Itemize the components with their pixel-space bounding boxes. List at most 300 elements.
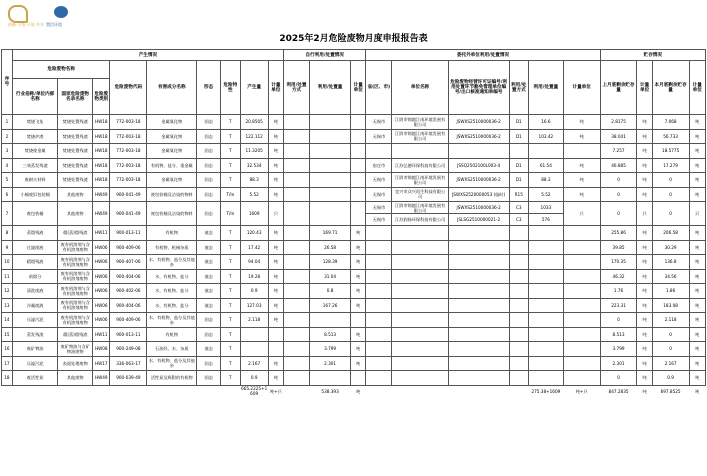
cell-category: HW18 xyxy=(93,144,110,159)
cell-last_unit: 吨 xyxy=(637,226,652,241)
table-row xyxy=(2,158,706,173)
cell-out_method xyxy=(509,371,529,386)
cell-out_method: C3 xyxy=(509,214,529,226)
cell-self_method xyxy=(283,115,309,130)
cell-component: 水、有机物、盐分及其他杂 xyxy=(147,313,197,328)
cell-out_unit xyxy=(563,356,600,371)
cell-self_unit xyxy=(351,144,366,159)
cell-output: 0.9 xyxy=(240,371,268,386)
cell-out_unit xyxy=(563,255,600,270)
cell-category: HW18 xyxy=(93,129,110,144)
cell-out_amount: 5.52 xyxy=(529,187,564,202)
cell-unit: 吨 xyxy=(268,187,283,202)
cell-unit: 吨 xyxy=(268,240,283,255)
cell-component: 水、有机物、盐分及其他杂 xyxy=(147,255,197,270)
cell-unit xyxy=(268,342,283,357)
cell-output: 19.28 xyxy=(240,269,268,284)
cell-out_amount xyxy=(529,356,564,371)
cell-org xyxy=(392,298,448,313)
cell-output: 127.03 xyxy=(240,298,268,313)
cell-code: 900-409-06 xyxy=(110,313,147,328)
cell-output: 120.43 xyxy=(240,226,268,241)
cell-property: T xyxy=(221,371,241,386)
cell-industry: 过滤废液 xyxy=(12,240,58,255)
cell-component: 水、有机物、盐分 xyxy=(147,269,197,284)
cell-code: 772-003-18 xyxy=(110,173,147,188)
cell-out_method xyxy=(509,240,529,255)
cell-this_unit: 吨 xyxy=(689,371,705,386)
total-19: 847.2835 xyxy=(608,388,629,394)
cell-output: 11.3205 xyxy=(240,144,268,159)
cell-code: 336-063-17 xyxy=(110,356,147,371)
cell-property: T xyxy=(221,173,241,188)
cell-out_method xyxy=(509,327,529,342)
cell-region: 无锡市 xyxy=(366,115,392,130)
cell-industry: 三效蒸发残渣 xyxy=(12,158,58,173)
cell-this_unit: 吨 xyxy=(689,226,705,241)
cell-form: 液态 xyxy=(197,240,221,255)
cell-this_unit: 吨 xyxy=(689,269,705,284)
table-row xyxy=(2,313,706,328)
cell-industry: 小桶废旧包装桶 xyxy=(12,187,58,202)
cell-this_stock: 0.9 xyxy=(652,371,689,386)
cell-out_unit xyxy=(563,327,600,342)
cell-region: 无锡市 xyxy=(366,202,392,214)
cell-self_amount xyxy=(309,371,350,386)
cell-org: 江阴市锦越江南环境发展有限公司 xyxy=(392,129,448,144)
cell-region: 无锡市 xyxy=(366,187,392,202)
cell-unit: 吨 xyxy=(268,371,283,386)
cell-this_unit: 吨 xyxy=(689,187,705,202)
cell-last_unit: 吨 xyxy=(637,240,652,255)
cell-permit: JSWXS2510000036-2 xyxy=(448,129,509,144)
cell-permit xyxy=(448,313,509,328)
cell-permit: JSLSG2510000021-2 xyxy=(448,214,509,226)
cell-this_stock: 2.118 xyxy=(652,313,689,328)
cell-out_amount: 1033 xyxy=(529,202,564,214)
cell-self_unit xyxy=(351,202,366,226)
cell-this_unit: 吨 xyxy=(689,327,705,342)
cell-last_unit: 吨 xyxy=(637,115,652,130)
cell-unit: 吨 xyxy=(268,173,283,188)
cell-unit: 吨 xyxy=(268,129,283,144)
col-out-unit: 计量单位 xyxy=(563,61,600,115)
cell-self_amount xyxy=(309,173,350,188)
cell-output: 88.3 xyxy=(240,173,268,188)
cell-no: 8 xyxy=(2,226,13,241)
cell-form: 固态 xyxy=(197,371,221,386)
cell-industry: 焚烧飞灰 xyxy=(12,115,58,130)
cell-category: HW08 xyxy=(93,342,110,357)
cell-output: 122.112 xyxy=(240,129,268,144)
cell-region xyxy=(366,240,392,255)
cell-output: 2.118 xyxy=(240,313,268,328)
cell-out_unit xyxy=(563,313,600,328)
cell-out_unit: 吨 xyxy=(563,129,600,144)
cell-permit: JSSQ2502100L003-4 xyxy=(448,158,509,173)
cell-self_amount xyxy=(309,115,350,130)
cell-last_unit: 吨 xyxy=(637,371,652,386)
cell-this_stock: 0 xyxy=(652,202,689,226)
cell-national: 其他废物 xyxy=(58,202,93,226)
table-row xyxy=(2,269,706,284)
cell-last_stock: 0 xyxy=(600,173,637,188)
cell-last_unit: 吨 xyxy=(637,284,652,299)
cell-self_method xyxy=(283,240,309,255)
cell-national: 废有机溶剂与含有机溶剂废物 xyxy=(58,313,93,328)
total-empty xyxy=(58,385,93,397)
cell-last_unit: 只 xyxy=(637,202,652,226)
cell-this_unit: 吨 xyxy=(689,158,705,173)
cell-no: 7 xyxy=(2,202,13,226)
cell-last_stock: 3.799 xyxy=(600,342,637,357)
cell-region xyxy=(366,255,392,270)
cell-self_unit xyxy=(351,187,366,202)
cell-code: 900-039-49 xyxy=(110,371,147,386)
cell-national: 废有机溶剂与含有机溶剂废物 xyxy=(58,269,93,284)
cell-last_stock: 46.885 xyxy=(600,158,637,173)
col-property: 危险特性 xyxy=(221,61,241,115)
cell-no: 5 xyxy=(2,173,13,188)
cell-region: 宿迁市 xyxy=(366,158,392,173)
col-category: 危险废物类别 xyxy=(93,79,110,115)
cell-this_stock: 17.279 xyxy=(652,158,689,173)
cell-code: 900-013-11 xyxy=(110,327,147,342)
cell-component: 金属氧化物 xyxy=(147,115,197,130)
cell-region xyxy=(366,269,392,284)
cell-this_unit: 吨 xyxy=(689,115,705,130)
cell-national: 焚烧处置残渣 xyxy=(58,173,93,188)
cell-org: 宜兴市众兴再生科技有限公司 xyxy=(392,187,448,202)
cell-industry: 冷凝废液 xyxy=(12,298,58,313)
total-empty xyxy=(93,385,110,397)
cell-permit xyxy=(448,356,509,371)
cell-no: 15 xyxy=(2,327,13,342)
cell-last_stock: 2.8175 xyxy=(600,115,637,130)
cell-last_stock: 38.041 xyxy=(600,129,637,144)
cell-org xyxy=(392,327,448,342)
cell-org xyxy=(392,240,448,255)
cell-out_unit: 吨 xyxy=(563,115,600,130)
cell-output: 32.534 xyxy=(240,158,268,173)
cell-industry: 焚烧炉渣 xyxy=(12,129,58,144)
cell-this_stock: 18.5775 xyxy=(652,144,689,159)
cell-last_stock: 223.31 xyxy=(600,298,637,313)
cell-self_method xyxy=(283,342,309,357)
cell-component: 废包装桶及沾染的物料 xyxy=(147,202,197,226)
cell-permit xyxy=(448,327,509,342)
cell-unit: 吨 xyxy=(268,298,283,313)
total-18: 吨+只 xyxy=(575,388,588,394)
cell-this_unit: 吨 xyxy=(689,173,705,188)
cell-last_stock: 8.513 xyxy=(600,327,637,342)
cell-property: T xyxy=(221,144,241,159)
cell-self_amount: 26.58 xyxy=(309,240,350,255)
cell-output: 5.52 xyxy=(240,187,268,202)
cell-category: HW06 xyxy=(93,298,110,313)
cell-self_unit: 吨 xyxy=(351,269,366,284)
cell-self_amount xyxy=(309,202,350,226)
col-unit: 计量单位 xyxy=(268,61,283,115)
total-empty xyxy=(283,385,309,397)
cell-code: 772-003-18 xyxy=(110,158,147,173)
total-12: 吨 xyxy=(356,388,361,394)
cell-permit xyxy=(448,342,509,357)
cell-self_amount xyxy=(309,129,350,144)
group-produce: 产生情况 xyxy=(12,50,283,61)
cell-component: 有机物 xyxy=(147,226,197,241)
cell-out_method: C3 xyxy=(509,202,529,214)
cell-out_amount: 103.42 xyxy=(529,129,564,144)
cell-no: 17 xyxy=(2,356,13,371)
cell-property: T xyxy=(221,226,241,241)
cell-property: T xyxy=(221,255,241,270)
cell-no: 4 xyxy=(2,158,13,173)
col-waste-name: 危险废物名称 xyxy=(12,61,110,79)
cell-self_method xyxy=(283,298,309,313)
cell-last_unit: 吨 xyxy=(637,356,652,371)
cell-org: 江阴市锦越江南环境发展有限公司 xyxy=(392,115,448,130)
cell-category: HW18 xyxy=(93,158,110,173)
cell-out_unit xyxy=(563,144,600,159)
cell-this_unit: 吨 xyxy=(689,144,705,159)
cell-last_unit: 吨 xyxy=(637,327,652,342)
cell-code: 900-249-08 xyxy=(110,342,147,357)
total-empty xyxy=(509,385,529,397)
cell-this_stock: 0 xyxy=(652,342,689,357)
cell-form: 固态 xyxy=(197,115,221,130)
cell-no: 10 xyxy=(2,255,13,270)
cell-unit: 吨 xyxy=(268,226,283,241)
cell-last_unit: 吨 xyxy=(637,129,652,144)
cell-self_amount: 31.04 xyxy=(309,269,350,284)
cell-last_stock: 2.301 xyxy=(600,356,637,371)
cell-last_stock: 170.35 xyxy=(600,255,637,270)
cell-industry: 废活性炭 xyxy=(12,371,58,386)
cell-self_unit xyxy=(351,115,366,130)
cell-output: 1609 xyxy=(240,202,268,226)
cell-code: 772-003-18 xyxy=(110,129,147,144)
cell-this_unit: 吨 xyxy=(689,129,705,144)
cell-permit xyxy=(448,371,509,386)
cell-out_amount xyxy=(529,240,564,255)
cell-out_amount xyxy=(529,269,564,284)
cell-last_unit: 吨 xyxy=(637,187,652,202)
cell-national: 废有机溶剂与含有机溶剂废物 xyxy=(58,284,93,299)
page-title: 2025年2月危险废物月度申报报告表 xyxy=(279,34,428,44)
cell-form: 液态 xyxy=(197,342,221,357)
cell-self_unit: 吨 xyxy=(351,255,366,270)
cell-national: 精(蒸)馏残渣 xyxy=(58,226,93,241)
cell-this_stock: 206.58 xyxy=(652,226,689,241)
cell-form: 固态 xyxy=(197,144,221,159)
cell-region xyxy=(366,356,392,371)
cell-last_stock: 0 xyxy=(600,202,637,226)
cell-out_amount xyxy=(529,284,564,299)
cell-component: 石油烃、水、杂质 xyxy=(147,342,197,357)
cell-category: HW06 xyxy=(93,255,110,270)
cell-code: 900-041-49 xyxy=(110,202,147,226)
cell-form: 液态 xyxy=(197,298,221,313)
cell-permit: JSWXS2510000036-2 xyxy=(448,115,509,130)
totals-row xyxy=(2,385,706,397)
cell-self_method xyxy=(283,144,309,159)
cell-out_unit xyxy=(563,284,600,299)
cell-org: 江阴市锦越江南环境发展有限公司 xyxy=(392,173,448,188)
cell-last_stock: 7.257 xyxy=(600,144,637,159)
table-row xyxy=(2,284,706,299)
cell-region: 无锡市 xyxy=(366,129,392,144)
cell-org: 江苏弘德环保科技有限公司 xyxy=(392,158,448,173)
cell-this_stock: 56.733 xyxy=(652,129,689,144)
cell-property: T xyxy=(221,284,241,299)
cell-unit: 吨 xyxy=(268,356,283,371)
cell-industry: 废包装桶 xyxy=(12,202,58,226)
cell-permit: JSWXS2510000036-2 xyxy=(448,173,509,188)
col-component: 有害成分名称 xyxy=(147,61,197,115)
cell-industry: 蒸发残渣 xyxy=(12,327,58,342)
cell-self_unit xyxy=(351,313,366,328)
cell-national: 废有机溶剂与含有机溶剂废物 xyxy=(58,240,93,255)
cell-property: T xyxy=(221,342,241,357)
cell-this_stock: 7.068 xyxy=(652,115,689,130)
cell-national: 其他废物 xyxy=(58,371,93,386)
cell-no: 14 xyxy=(2,313,13,328)
cell-property: T xyxy=(221,129,241,144)
cell-component: 水、有机物、盐分 xyxy=(147,298,197,313)
col-national: 国家危险废物名录名称 xyxy=(58,79,93,115)
cell-category: HW06 xyxy=(93,240,110,255)
cell-this_stock: 183.08 xyxy=(652,298,689,313)
cell-self_unit: 吨 xyxy=(351,327,366,342)
col-permit: 危险废物经营许可证编号/利用处置环节豁免管理单位编号/出口核准通知单编号 xyxy=(448,61,509,115)
col-last-unit: 计量单位 xyxy=(637,61,652,115)
cell-form: 固态 xyxy=(197,187,221,202)
cell-self_method xyxy=(283,173,309,188)
cell-property: T xyxy=(221,327,241,342)
cell-permit xyxy=(448,284,509,299)
cell-last_stock: 46.32 xyxy=(600,269,637,284)
cell-out_method xyxy=(509,144,529,159)
cell-self_method xyxy=(283,187,309,202)
cell-output: 0.9 xyxy=(240,284,268,299)
cell-out_method xyxy=(509,342,529,357)
cell-org xyxy=(392,313,448,328)
cell-last_unit: 吨 xyxy=(637,313,652,328)
cell-component: 有机物 xyxy=(147,327,197,342)
cell-property: T xyxy=(221,269,241,284)
cell-out_method xyxy=(509,356,529,371)
cell-category: HW17 xyxy=(93,356,110,371)
cell-out_unit xyxy=(563,371,600,386)
cell-unit: 吨 xyxy=(268,269,283,284)
cell-self_method xyxy=(283,202,309,226)
cell-self_amount: 128.39 xyxy=(309,255,350,270)
cell-last_unit: 吨 xyxy=(637,298,652,313)
cell-org xyxy=(392,284,448,299)
cell-self_amount: 2.301 xyxy=(309,356,350,371)
cell-permit: JSWXS2520000053 (临时) xyxy=(448,187,509,202)
cell-last_unit: 吨 xyxy=(637,144,652,159)
total-empty xyxy=(110,385,147,397)
cell-out_amount: 16.6 xyxy=(529,115,564,130)
cell-property: T xyxy=(221,158,241,173)
cell-property: T/In xyxy=(221,187,241,202)
cell-permit xyxy=(448,255,509,270)
cell-category: HW49 xyxy=(93,202,110,226)
cell-out_amount xyxy=(529,226,564,241)
col-industry: 行业俗称/单位内部名称 xyxy=(12,79,58,115)
cell-self_amount: 8.513 xyxy=(309,327,350,342)
col-form: 形态 xyxy=(197,61,221,115)
cell-out_method: D1 xyxy=(509,158,529,173)
table-row xyxy=(2,202,706,214)
cell-code: 900-409-06 xyxy=(110,240,147,255)
cell-out_amount xyxy=(529,255,564,270)
cell-self_unit: 吨 xyxy=(351,284,366,299)
table-row xyxy=(2,298,706,313)
cell-category: HW49 xyxy=(93,187,110,202)
cell-national: 废有机溶剂与含有机溶剂废物 xyxy=(58,298,93,313)
group-outsource: 委托外单位利用/处置情况 xyxy=(366,50,600,61)
col-last-stock: 上月底剩余贮存量 xyxy=(600,61,637,115)
cell-permit xyxy=(448,269,509,284)
cell-out_unit: 吨 xyxy=(563,173,600,188)
cell-form: 固态 xyxy=(197,327,221,342)
cell-national: 废矿物油与含矿物油废物 xyxy=(58,342,93,357)
cell-component: 有机物、盐分、重金属 xyxy=(147,158,197,173)
cell-out_amount xyxy=(529,144,564,159)
cell-last_unit: 吨 xyxy=(637,255,652,270)
cell-last_stock: 0 xyxy=(600,371,637,386)
cell-out_amount: 61.54 xyxy=(529,158,564,173)
cell-out_unit xyxy=(563,342,600,357)
col-out-amount: 利用/处置量 xyxy=(529,61,564,115)
cell-out_method: D1 xyxy=(509,115,529,130)
logo-text-right: 置信环境 xyxy=(46,22,62,27)
cell-out_amount xyxy=(529,327,564,342)
col-self-method: 利用/处置方式 xyxy=(283,61,309,115)
cell-form: 固态 xyxy=(197,158,221,173)
cell-self_unit: 吨 xyxy=(351,356,366,371)
cell-component: 水、有机物、盐分及其他杂 xyxy=(147,356,197,371)
cell-unit: 吨 xyxy=(268,144,283,159)
cell-no: 3 xyxy=(2,144,13,159)
cell-national: 废有机溶剂与含有机溶剂废物 xyxy=(58,255,93,270)
cell-region xyxy=(366,298,392,313)
cell-industry: 焚烧废金属 xyxy=(12,144,58,159)
table-row xyxy=(2,187,706,202)
cell-form: 固态 xyxy=(197,173,221,188)
cell-out_amount xyxy=(529,342,564,357)
table-row xyxy=(2,129,706,144)
cell-permit xyxy=(448,298,509,313)
cell-this_stock: 30.29 xyxy=(652,240,689,255)
cell-category: HW06 xyxy=(93,284,110,299)
cell-out_amount xyxy=(529,371,564,386)
cell-industry: 废矿物油 xyxy=(12,342,58,357)
cell-unit: 吨 xyxy=(268,115,283,130)
cell-this_stock: 0 xyxy=(652,187,689,202)
cell-out_amount xyxy=(529,313,564,328)
cell-property: T xyxy=(221,356,241,371)
cell-region: 无锡市 xyxy=(366,214,392,226)
cell-output: 20.8505 xyxy=(240,115,268,130)
cell-self_amount xyxy=(309,313,350,328)
logo-text-left: 创新·引领·开放·共享 xyxy=(8,22,44,27)
total-11: 538.393 xyxy=(321,388,339,394)
cell-self_amount xyxy=(309,187,350,202)
